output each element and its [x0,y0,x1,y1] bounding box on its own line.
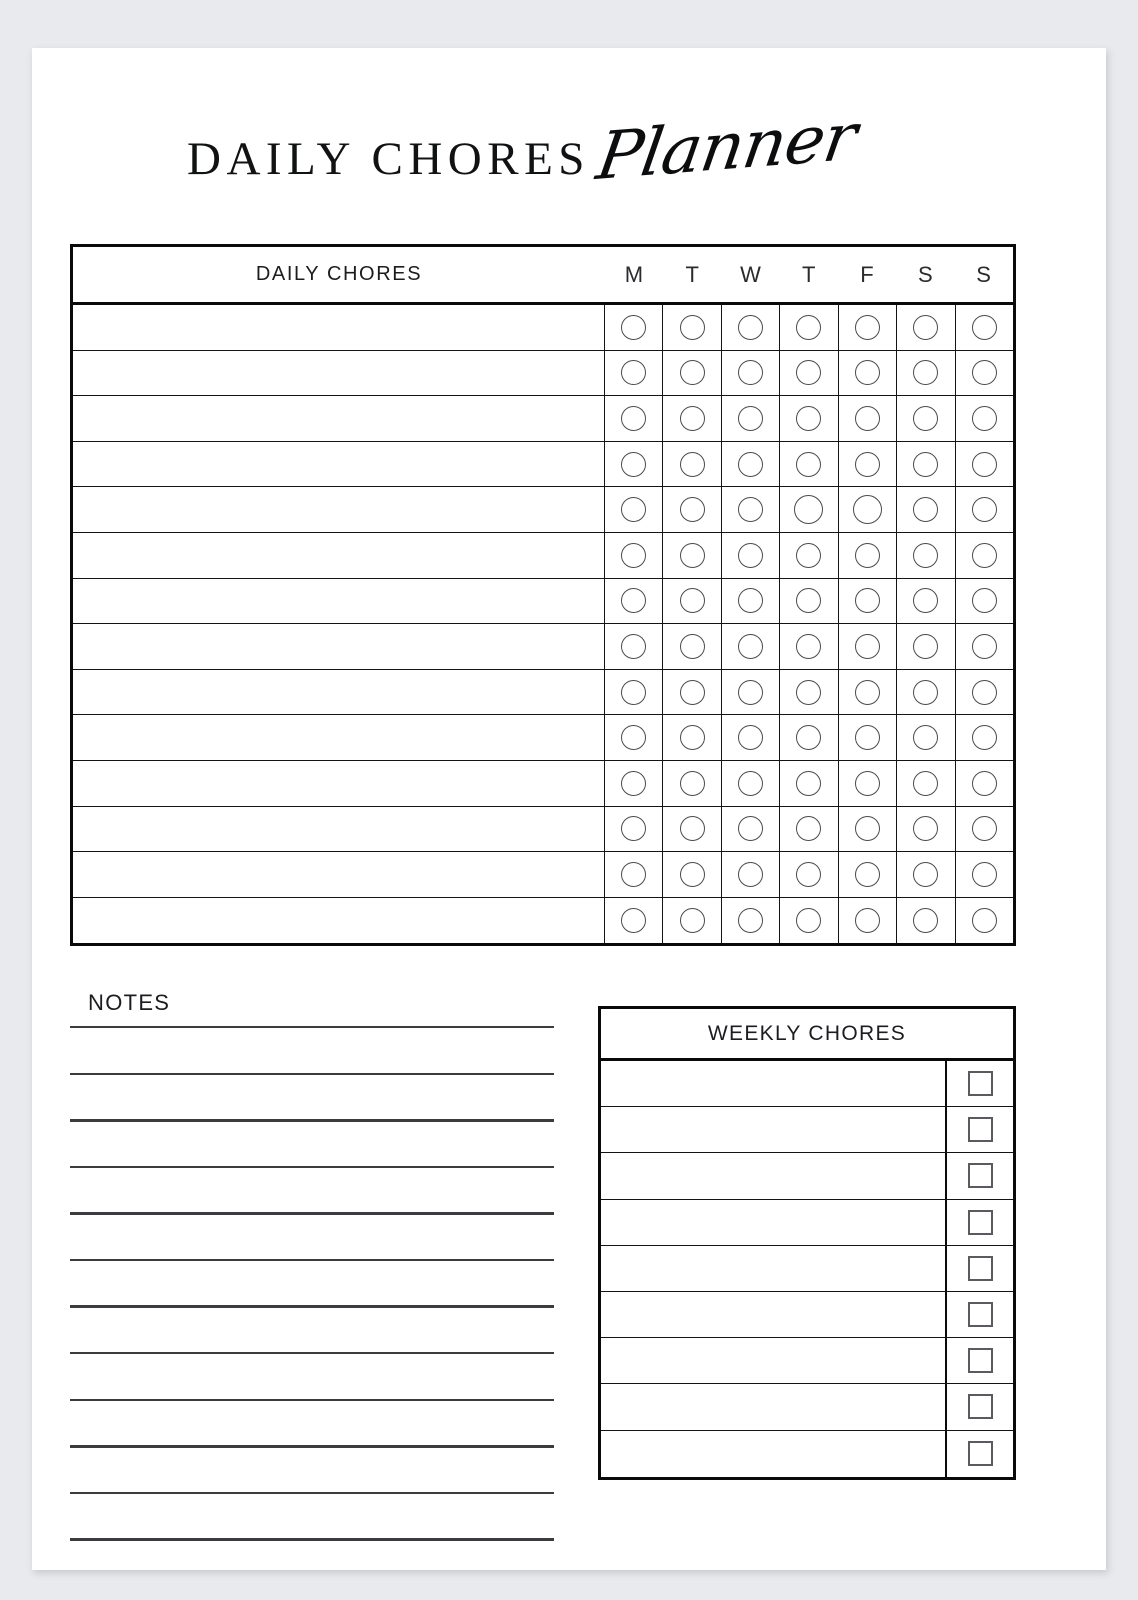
circle-checkbox-icon[interactable] [913,680,938,705]
circle-checkbox-icon[interactable] [621,452,646,477]
notes-write-line[interactable] [70,1259,554,1261]
circle-checkbox-icon[interactable] [680,680,705,705]
daily-chore-day-cell[interactable] [839,761,897,806]
circle-checkbox-icon[interactable] [796,862,821,887]
daily-chore-day-cell[interactable] [839,624,897,669]
daily-chores-row [73,533,1013,579]
daily-chore-day-cell[interactable] [663,533,721,578]
circle-checkbox-icon[interactable] [972,862,997,887]
daily-chore-task-input[interactable] [73,898,605,944]
circle-checkbox-icon[interactable] [796,543,821,568]
circle-checkbox-icon[interactable] [621,588,646,613]
column-header-wednesday: W [740,261,762,287]
weekly-chore-checkbox-cell[interactable] [947,1153,1013,1198]
circle-checkbox-icon[interactable] [621,360,646,385]
daily-chore-day-cell[interactable] [780,898,838,944]
weekly-chore-task-input[interactable] [601,1107,947,1152]
square-checkbox-icon[interactable] [968,1071,993,1096]
daily-chore-day-cell[interactable] [722,761,780,806]
weekly-chores-row [601,1384,1013,1430]
circle-checkbox-icon[interactable] [621,497,646,522]
daily-chore-day-cell[interactable] [956,351,1013,396]
weekly-chores-row [601,1107,1013,1153]
daily-chore-day-cell[interactable] [839,305,897,350]
circle-checkbox-icon[interactable] [972,452,997,477]
daily-chore-day-cell[interactable] [780,670,838,715]
weekly-chore-task-input[interactable] [601,1061,947,1106]
daily-chore-day-cell[interactable] [722,670,780,715]
daily-chores-table-header [73,247,1013,305]
notes-write-line[interactable] [70,1073,554,1075]
daily-chore-day-cell[interactable] [897,533,955,578]
daily-chore-day-cell[interactable] [663,442,721,487]
daily-chore-task-input[interactable] [73,807,605,852]
circle-checkbox-icon[interactable] [738,588,763,613]
circle-checkbox-icon[interactable] [913,360,938,385]
daily-chore-task-input[interactable] [73,396,605,441]
circle-checkbox-icon[interactable] [972,725,997,750]
column-header-tuesday: T [685,261,700,287]
daily-chore-day-cell[interactable] [780,487,838,532]
notes-write-line[interactable] [70,1119,554,1121]
daily-chore-task-input[interactable] [73,351,605,396]
daily-chore-day-cell[interactable] [839,533,897,578]
daily-chore-day-cell[interactable] [839,487,897,532]
notes-write-line[interactable] [70,1212,554,1214]
circle-checkbox-icon[interactable] [680,771,705,796]
title-daily-chores: DAILY CHORES [187,133,590,185]
circle-checkbox-icon[interactable] [680,406,705,431]
daily-chore-task-input[interactable] [73,533,605,578]
daily-chore-task-input[interactable] [73,305,605,350]
daily-chore-day-cell[interactable] [605,533,663,578]
circle-checkbox-icon[interactable] [738,816,763,841]
daily-chore-task-input[interactable] [73,761,605,806]
daily-chore-day-cell[interactable] [663,305,721,350]
daily-chore-day-cell[interactable] [897,852,955,897]
circle-checkbox-icon[interactable] [621,771,646,796]
notes-section [70,990,554,1541]
daily-chore-day-cell[interactable] [722,579,780,624]
circle-checkbox-icon[interactable] [621,543,646,568]
circle-checkbox-icon[interactable] [972,588,997,613]
daily-chore-day-cell[interactable] [956,396,1013,441]
circle-checkbox-icon[interactable] [913,634,938,659]
circle-checkbox-icon[interactable] [855,315,880,340]
circle-checkbox-icon[interactable] [794,495,823,524]
notes-write-line[interactable] [70,1166,554,1168]
title-planner-script: Planner [592,98,861,195]
daily-chores-table-body [73,305,1013,943]
daily-chore-day-cell[interactable] [605,487,663,532]
circle-checkbox-icon[interactable] [796,588,821,613]
weekly-chore-task-input[interactable] [601,1246,947,1291]
daily-chores-row [73,715,1013,761]
daily-chore-day-cell[interactable] [663,852,721,897]
circle-checkbox-icon[interactable] [913,816,938,841]
daily-chore-day-cell[interactable] [956,761,1013,806]
circle-checkbox-icon[interactable] [738,497,763,522]
circle-checkbox-icon[interactable] [972,543,997,568]
weekly-chores-row [601,1153,1013,1199]
daily-chores-row [73,305,1013,351]
square-checkbox-icon[interactable] [968,1117,993,1142]
circle-checkbox-icon[interactable] [738,908,763,933]
notes-write-line[interactable] [70,1026,554,1028]
daily-chore-day-cell[interactable] [956,487,1013,532]
daily-chore-task-input[interactable] [73,579,605,624]
daily-chore-day-cell[interactable] [897,670,955,715]
daily-chore-day-cell[interactable] [722,487,780,532]
daily-chore-day-cell[interactable] [663,624,721,669]
circle-checkbox-icon[interactable] [621,634,646,659]
circle-checkbox-icon[interactable] [680,634,705,659]
daily-chore-day-cell[interactable] [780,579,838,624]
daily-chore-day-cell[interactable] [956,442,1013,487]
circle-checkbox-icon[interactable] [972,497,997,522]
square-checkbox-icon[interactable] [968,1394,993,1419]
daily-chore-day-cell[interactable] [897,396,955,441]
square-checkbox-icon[interactable] [968,1441,993,1466]
circle-checkbox-icon[interactable] [796,680,821,705]
circle-checkbox-icon[interactable] [738,315,763,340]
daily-chore-day-cell[interactable] [780,852,838,897]
circle-checkbox-icon[interactable] [680,497,705,522]
column-header-thursday: T [802,261,816,287]
weekly-chores-row [601,1200,1013,1246]
weekly-chore-task-input[interactable] [601,1153,947,1198]
circle-checkbox-icon[interactable] [853,495,882,524]
daily-chore-day-cell[interactable] [722,442,780,487]
square-checkbox-icon[interactable] [968,1163,993,1188]
weekly-chores-row [601,1292,1013,1338]
daily-chore-day-cell[interactable] [605,715,663,760]
circle-checkbox-icon[interactable] [913,315,938,340]
daily-chore-day-cell[interactable] [663,487,721,532]
square-checkbox-icon[interactable] [968,1256,993,1281]
daily-chore-day-cell[interactable] [956,898,1013,944]
circle-checkbox-icon[interactable] [972,908,997,933]
daily-chore-task-input[interactable] [73,624,605,669]
daily-chore-day-cell[interactable] [663,579,721,624]
daily-chores-row [73,898,1013,944]
daily-chore-day-cell[interactable] [897,807,955,852]
weekly-chore-task-input[interactable] [601,1200,947,1245]
daily-chore-day-cell[interactable] [839,670,897,715]
daily-chore-day-cell[interactable] [897,715,955,760]
circle-checkbox-icon[interactable] [972,680,997,705]
daily-chore-day-cell[interactable] [839,351,897,396]
circle-checkbox-icon[interactable] [796,771,821,796]
circle-checkbox-icon[interactable] [796,816,821,841]
daily-chore-day-cell[interactable] [839,579,897,624]
circle-checkbox-icon[interactable] [855,543,880,568]
daily-chore-task-input[interactable] [73,715,605,760]
weekly-chores-row [601,1431,1013,1477]
circle-checkbox-icon[interactable] [913,588,938,613]
weekly-chore-checkbox-cell[interactable] [947,1061,1013,1106]
daily-chore-day-cell[interactable] [663,761,721,806]
daily-chore-day-cell[interactable] [722,305,780,350]
daily-chore-day-cell[interactable] [897,761,955,806]
circle-checkbox-icon[interactable] [680,315,705,340]
daily-chore-day-cell[interactable] [663,898,721,944]
daily-chore-day-cell[interactable] [780,305,838,350]
daily-chores-table [70,244,1016,946]
weekly-chores-table [598,1006,1016,1480]
circle-checkbox-icon[interactable] [796,315,821,340]
weekly-chore-checkbox-cell[interactable] [947,1292,1013,1337]
circle-checkbox-icon[interactable] [621,862,646,887]
printable-sheet [32,48,1106,1570]
daily-chore-day-cell[interactable] [722,807,780,852]
weekly-chore-task-input[interactable] [601,1431,947,1477]
daily-chore-day-cell[interactable] [956,852,1013,897]
daily-chore-day-cell[interactable] [605,442,663,487]
daily-chore-day-cell[interactable] [897,442,955,487]
notes-write-line[interactable] [70,1445,554,1447]
circle-checkbox-icon[interactable] [680,452,705,477]
notes-write-line[interactable] [70,1305,554,1307]
square-checkbox-icon[interactable] [968,1302,993,1327]
daily-chores-row [73,670,1013,716]
weekly-chore-checkbox-cell[interactable] [947,1431,1013,1477]
daily-chore-day-cell[interactable] [780,396,838,441]
circle-checkbox-icon[interactable] [972,771,997,796]
daily-chore-day-cell[interactable] [605,305,663,350]
circle-checkbox-icon[interactable] [913,406,938,431]
circle-checkbox-icon[interactable] [621,725,646,750]
daily-chore-day-cell[interactable] [839,807,897,852]
circle-checkbox-icon[interactable] [680,816,705,841]
daily-chore-day-cell[interactable] [956,807,1013,852]
notes-lines [70,1026,554,1541]
circle-checkbox-icon[interactable] [680,588,705,613]
daily-chore-day-cell[interactable] [605,396,663,441]
daily-chores-row [73,624,1013,670]
column-header-sunday: S [976,261,992,287]
daily-chore-day-cell[interactable] [722,624,780,669]
circle-checkbox-icon[interactable] [621,406,646,431]
daily-chore-day-cell[interactable] [780,533,838,578]
notes-write-line[interactable] [70,1492,554,1494]
weekly-chore-checkbox-cell[interactable] [947,1246,1013,1291]
daily-chore-day-cell[interactable] [663,715,721,760]
daily-chore-day-cell[interactable] [839,898,897,944]
weekly-chore-checkbox-cell[interactable] [947,1384,1013,1429]
circle-checkbox-icon[interactable] [972,360,997,385]
circle-checkbox-icon[interactable] [913,908,938,933]
daily-chore-day-cell[interactable] [663,396,721,441]
circle-checkbox-icon[interactable] [738,771,763,796]
circle-checkbox-icon[interactable] [913,725,938,750]
circle-checkbox-icon[interactable] [855,360,880,385]
daily-chores-row [73,396,1013,442]
daily-chore-day-cell[interactable] [605,852,663,897]
circle-checkbox-icon[interactable] [855,406,880,431]
daily-chore-day-cell[interactable] [839,396,897,441]
circle-checkbox-icon[interactable] [680,725,705,750]
daily-chore-day-cell[interactable] [780,351,838,396]
circle-checkbox-icon[interactable] [621,816,646,841]
daily-chore-day-cell[interactable] [605,807,663,852]
circle-checkbox-icon[interactable] [972,315,997,340]
circle-checkbox-icon[interactable] [621,908,646,933]
daily-chore-day-cell[interactable] [956,533,1013,578]
daily-chore-task-input[interactable] [73,487,605,532]
daily-chore-day-cell[interactable] [780,624,838,669]
circle-checkbox-icon[interactable] [913,543,938,568]
weekly-chores-header: WEEKLY CHORES [601,1009,1013,1061]
daily-chore-day-cell[interactable] [605,898,663,944]
circle-checkbox-icon[interactable] [855,452,880,477]
daily-chore-day-cell[interactable] [722,898,780,944]
daily-chore-day-cell[interactable] [722,351,780,396]
circle-checkbox-icon[interactable] [855,588,880,613]
column-header-monday: M [624,261,644,287]
weekly-chore-checkbox-cell[interactable] [947,1200,1013,1245]
circle-checkbox-icon[interactable] [738,862,763,887]
daily-chore-day-cell[interactable] [663,670,721,715]
daily-chore-task-input[interactable] [73,670,605,715]
notes-write-line[interactable] [70,1399,554,1401]
circle-checkbox-icon[interactable] [621,315,646,340]
circle-checkbox-icon[interactable] [796,452,821,477]
circle-checkbox-icon[interactable] [796,406,821,431]
daily-chore-day-cell[interactable] [780,761,838,806]
circle-checkbox-icon[interactable] [913,862,938,887]
circle-checkbox-icon[interactable] [855,725,880,750]
weekly-chores-row [601,1246,1013,1292]
daily-chore-day-cell[interactable] [663,807,721,852]
daily-chore-day-cell[interactable] [956,579,1013,624]
square-checkbox-icon[interactable] [968,1210,993,1235]
weekly-chore-checkbox-cell[interactable] [947,1338,1013,1383]
circle-checkbox-icon[interactable] [855,816,880,841]
daily-chore-day-cell[interactable] [956,305,1013,350]
weekly-chores-row [601,1061,1013,1107]
circle-checkbox-icon[interactable] [738,543,763,568]
circle-checkbox-icon[interactable] [680,862,705,887]
circle-checkbox-icon[interactable] [913,771,938,796]
daily-chores-row [73,351,1013,397]
daily-chore-day-cell[interactable] [956,715,1013,760]
daily-chore-day-cell[interactable] [780,442,838,487]
circle-checkbox-icon[interactable] [738,725,763,750]
circle-checkbox-icon[interactable] [796,908,821,933]
circle-checkbox-icon[interactable] [796,360,821,385]
daily-chores-row [73,852,1013,898]
daily-chore-day-cell[interactable] [839,715,897,760]
daily-chore-day-cell[interactable] [605,670,663,715]
circle-checkbox-icon[interactable] [738,680,763,705]
weekly-chore-checkbox-cell[interactable] [947,1107,1013,1152]
daily-chore-day-cell[interactable] [956,670,1013,715]
column-header-saturday: S [917,261,934,287]
daily-chore-day-cell[interactable] [897,305,955,350]
weekly-chore-task-input[interactable] [601,1292,947,1337]
daily-chores-row [73,442,1013,488]
daily-chore-task-input[interactable] [73,852,605,897]
notes-label: NOTES [88,990,171,1015]
circle-checkbox-icon[interactable] [855,680,880,705]
daily-chores-row [73,761,1013,807]
circle-checkbox-icon[interactable] [855,862,880,887]
notes-write-line[interactable] [70,1538,554,1540]
column-header-friday: F [860,261,875,287]
square-checkbox-icon[interactable] [968,1348,993,1373]
daily-chore-day-cell[interactable] [605,624,663,669]
circle-checkbox-icon[interactable] [680,908,705,933]
circle-checkbox-icon[interactable] [680,360,705,385]
circle-checkbox-icon[interactable] [972,816,997,841]
circle-checkbox-icon[interactable] [738,634,763,659]
daily-chore-day-cell[interactable] [780,807,838,852]
daily-chore-task-input[interactable] [73,442,605,487]
daily-chore-day-cell[interactable] [839,852,897,897]
notes-write-line[interactable] [70,1352,554,1354]
circle-checkbox-icon[interactable] [913,497,938,522]
circle-checkbox-icon[interactable] [972,406,997,431]
daily-chore-day-cell[interactable] [780,715,838,760]
circle-checkbox-icon[interactable] [855,634,880,659]
daily-chore-day-cell[interactable] [897,898,955,944]
column-header-daily-chores: DAILY CHORES [255,263,423,285]
daily-chore-day-cell[interactable] [605,579,663,624]
circle-checkbox-icon[interactable] [796,634,821,659]
circle-checkbox-icon[interactable] [621,680,646,705]
circle-checkbox-icon[interactable] [855,771,880,796]
daily-chores-row [73,807,1013,853]
circle-checkbox-icon[interactable] [913,452,938,477]
daily-chores-row [73,579,1013,625]
weekly-chore-task-input[interactable] [601,1384,947,1429]
circle-checkbox-icon[interactable] [972,634,997,659]
weekly-chores-row [601,1338,1013,1384]
daily-chore-day-cell[interactable] [839,442,897,487]
daily-chore-day-cell[interactable] [722,533,780,578]
daily-chore-day-cell[interactable] [897,351,955,396]
daily-chore-day-cell[interactable] [897,487,955,532]
daily-chores-row [73,487,1013,533]
daily-chore-day-cell[interactable] [722,715,780,760]
circle-checkbox-icon[interactable] [738,406,763,431]
page-title [32,98,1106,240]
circle-checkbox-icon[interactable] [796,725,821,750]
daily-chore-day-cell[interactable] [663,351,721,396]
weekly-chore-task-input[interactable] [601,1338,947,1383]
daily-chore-day-cell[interactable] [956,624,1013,669]
circle-checkbox-icon[interactable] [738,360,763,385]
daily-chore-day-cell[interactable] [605,761,663,806]
circle-checkbox-icon[interactable] [855,908,880,933]
circle-checkbox-icon[interactable] [680,543,705,568]
daily-chore-day-cell[interactable] [722,396,780,441]
weekly-chores-table-body [601,1061,1013,1477]
daily-chore-day-cell[interactable] [897,579,955,624]
daily-chore-day-cell[interactable] [605,351,663,396]
daily-chore-day-cell[interactable] [722,852,780,897]
circle-checkbox-icon[interactable] [738,452,763,477]
daily-chore-day-cell[interactable] [897,624,955,669]
